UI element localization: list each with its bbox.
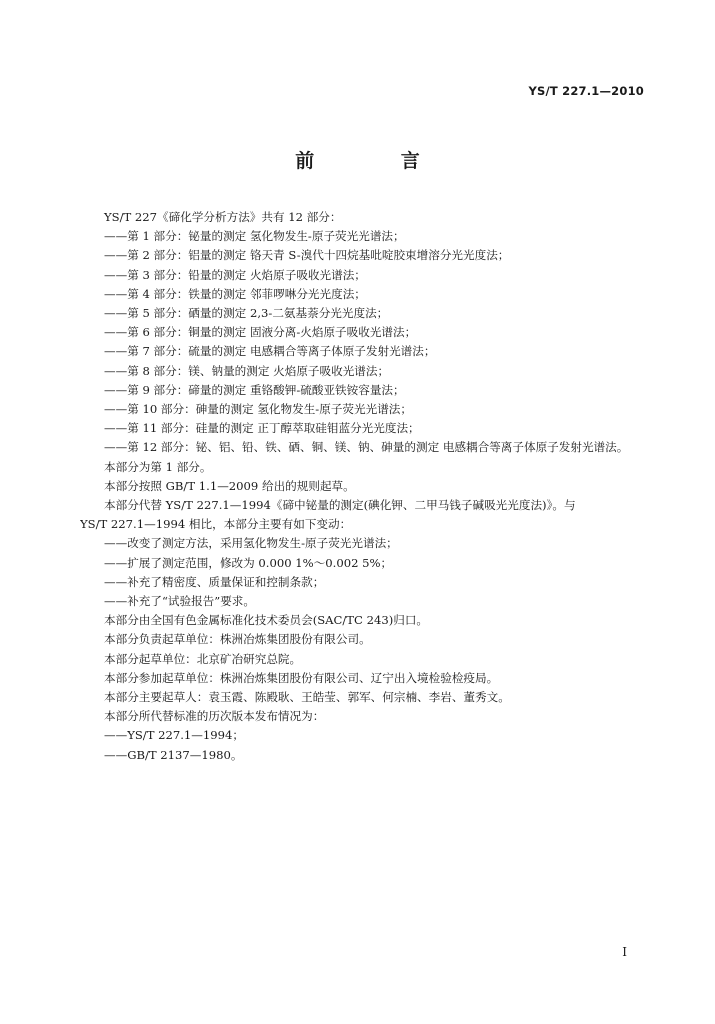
paragraph-line: YS/T 227.1—1994 相比，本部分主要有如下变动：	[80, 517, 352, 532]
paragraph-line: 本部分为第 1 部分。	[104, 459, 212, 474]
paragraph-line: ——补充了精密度、质量保证和控制条款；	[104, 574, 325, 589]
paragraph-line: 本部分代替 YS/T 227.1—1994《碲中铋量的测定(碘化钾、二甲马钱子碱吸光光度法)》。与	[104, 498, 576, 513]
paragraph-line: ——第 11 部分：硅量的测定 正丁醇萃取硅钼蓝分光光度法；	[104, 421, 420, 436]
page-title: 前 言	[295, 150, 460, 172]
paragraph-line: YS/T 227《碲化学分析方法》共有 12 部分：	[104, 210, 342, 224]
paragraph-line: ——第 1 部分：铋量的测定 氢化物发生-原子荧光光谱法；	[104, 229, 405, 244]
paragraph-line: 本部分负责起草单位：株洲冶炼集团股份有限公司。	[104, 632, 371, 647]
paragraph-line: 本部分所代替标准的历次版本发布情况为：	[104, 709, 325, 724]
paragraph-line: ——GB/T 2137—1980。	[104, 747, 243, 762]
paragraph-line: ——第 8 部分：镁、钠量的测定 火焰原子吸收光谱法；	[104, 363, 390, 378]
paragraph-line: ——第 5 部分：硒量的测定 2,3-二氨基萘分光光度法；	[104, 306, 389, 321]
paragraph-line: ——第 9 部分：碲量的测定 重铬酸钾-硫酸亚铁铵容量法；	[104, 382, 405, 397]
paragraph-line: ——第 7 部分：硫量的测定 电感耦合等离子体原子发射光谱法；	[104, 344, 436, 359]
paragraph-line: ——改变了测定方法，采用氢化物发生-原子荧光光谱法；	[104, 536, 398, 551]
paragraph-line: 本部分由全国有色金属标准化技术委员会(SAC/TC 243)归口。	[104, 613, 429, 628]
paragraph-line: ——第 6 部分：铜量的测定 固液分离-火焰原子吸收光谱法；	[104, 325, 417, 340]
paragraph-line: ——第 12 部分：铋、铝、铅、铁、硒、铜、镁、钠、砷量的测定 电感耦合等离子体原子发射光谱法。	[104, 440, 629, 455]
paragraph-line: ——第 4 部分：铁量的测定 邻菲啰啉分光光度法；	[104, 286, 366, 301]
paragraph-line: ——第 3 部分：铅量的测定 火焰原子吸收光谱法；	[104, 267, 366, 282]
paragraph-line: ——第 10 部分：砷量的测定 氢化物发生-原子荧光光谱法；	[104, 402, 412, 417]
paragraph-line: 本部分起草单位：北京矿冶研究总院。	[104, 651, 302, 666]
paragraph-line: ——扩展了测定范围，修改为 0.000 1%～0.002 5%；	[104, 555, 393, 570]
page-number: I	[622, 945, 627, 959]
foreword-body	[80, 208, 640, 765]
paragraph-line: 本部分主要起草人：袁玉霞、陈殿耿、王皓莹、郭军、何宗楠、李岩、董秀文。	[104, 690, 510, 705]
paragraph-line: ——补充了“试验报告”要求。	[104, 594, 255, 609]
paragraph-line: 本部分按照 GB/T 1.1—2009 给出的规则起草。	[104, 478, 355, 493]
paragraph-line: 本部分参加起草单位：株洲冶炼集团股份有限公司、辽宁出入境检验检疫局。	[104, 670, 499, 685]
paragraph-line: ——第 2 部分：铝量的测定 铬天青 S-溴代十四烷基吡啶胶束增溶分光光度法；	[104, 248, 510, 263]
standard-number: YS/T 227.1—2010	[528, 84, 644, 98]
paragraph-line: ——YS/T 227.1—1994；	[104, 728, 244, 743]
